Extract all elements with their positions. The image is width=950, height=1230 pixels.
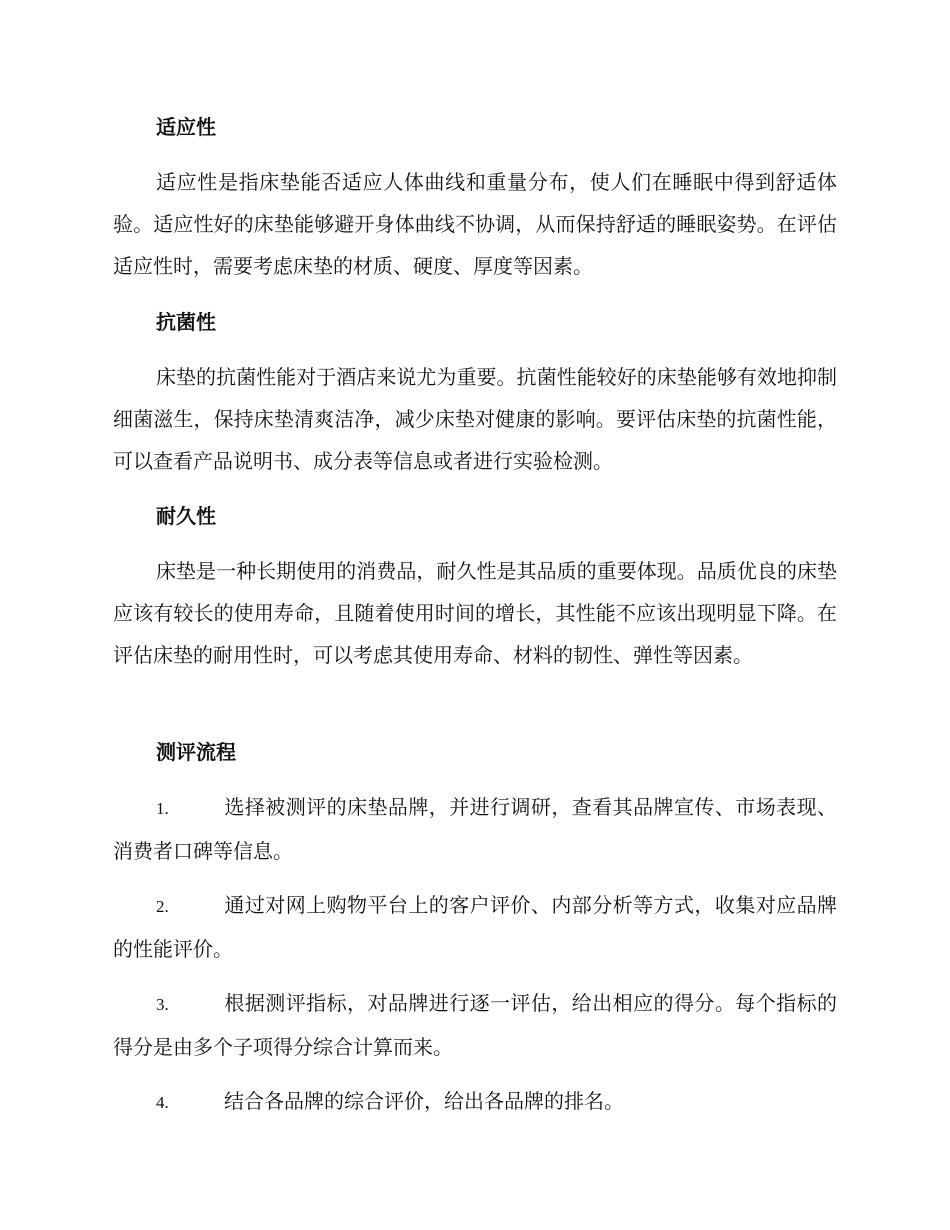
process-list-item	[113, 884, 837, 970]
section-heading-durability: 耐久性	[156, 504, 216, 528]
process-item-text: 选择被测评的床垫品牌，并进行调研，查看其品牌宣传、市场表现、消费者口碑等信息。	[113, 795, 837, 863]
process-item-number: 1.	[156, 799, 169, 818]
section-body-antibacterial: 床垫的抗菌性能对于酒店来说尤为重要。抗菌性能较好的床垫能够有效地抑制细菌滋生，保持床垫清爽洁净，减少床垫对健康的影响。要评估床垫的抗菌性能，可以查看产品说明书、成分表等信息或者进行实验检测。	[113, 365, 837, 473]
process-list-item	[113, 982, 837, 1068]
section-heading-adaptability: 适应性	[156, 115, 216, 139]
process-heading: 测评流程	[156, 740, 236, 764]
process-item-number: 2.	[156, 897, 169, 916]
process-item-text: 通过对网上购物平台上的客户评价、内部分析等方式，收集对应品牌的性能评价。	[113, 893, 837, 961]
process-item-text: 根据测评指标，对品牌进行逐一评估，给出相应的得分。每个指标的得分是由多个子项得分综合计算而来。	[113, 991, 837, 1059]
section-heading-antibacterial: 抗菌性	[156, 310, 216, 334]
process-item-number: 3.	[156, 995, 169, 1014]
process-item-number: 4.	[156, 1093, 169, 1112]
process-list-item	[113, 786, 837, 872]
process-list-item	[113, 1080, 837, 1124]
section-body-adaptability: 适应性是指床垫能否适应人体曲线和重量分布，使人们在睡眠中得到舒适体验。适应性好的床垫能够避开身体曲线不协调，从而保持舒适的睡眠姿势。在评估适应性时，需要考虑床垫的材质、硬度、厚度等因素。	[113, 170, 837, 278]
section-body-durability: 床垫是一种长期使用的消费品，耐久性是其品质的重要体现。品质优良的床垫应该有较长的使用寿命，且随着使用时间的增长，其性能不应该出现明显下降。在评估床垫的耐用性时，可以考虑其使用寿命、材料的韧性、弹性等因素。	[113, 559, 837, 667]
process-item-text: 结合各品牌的综合评价，给出各品牌的排名。	[224, 1089, 624, 1113]
